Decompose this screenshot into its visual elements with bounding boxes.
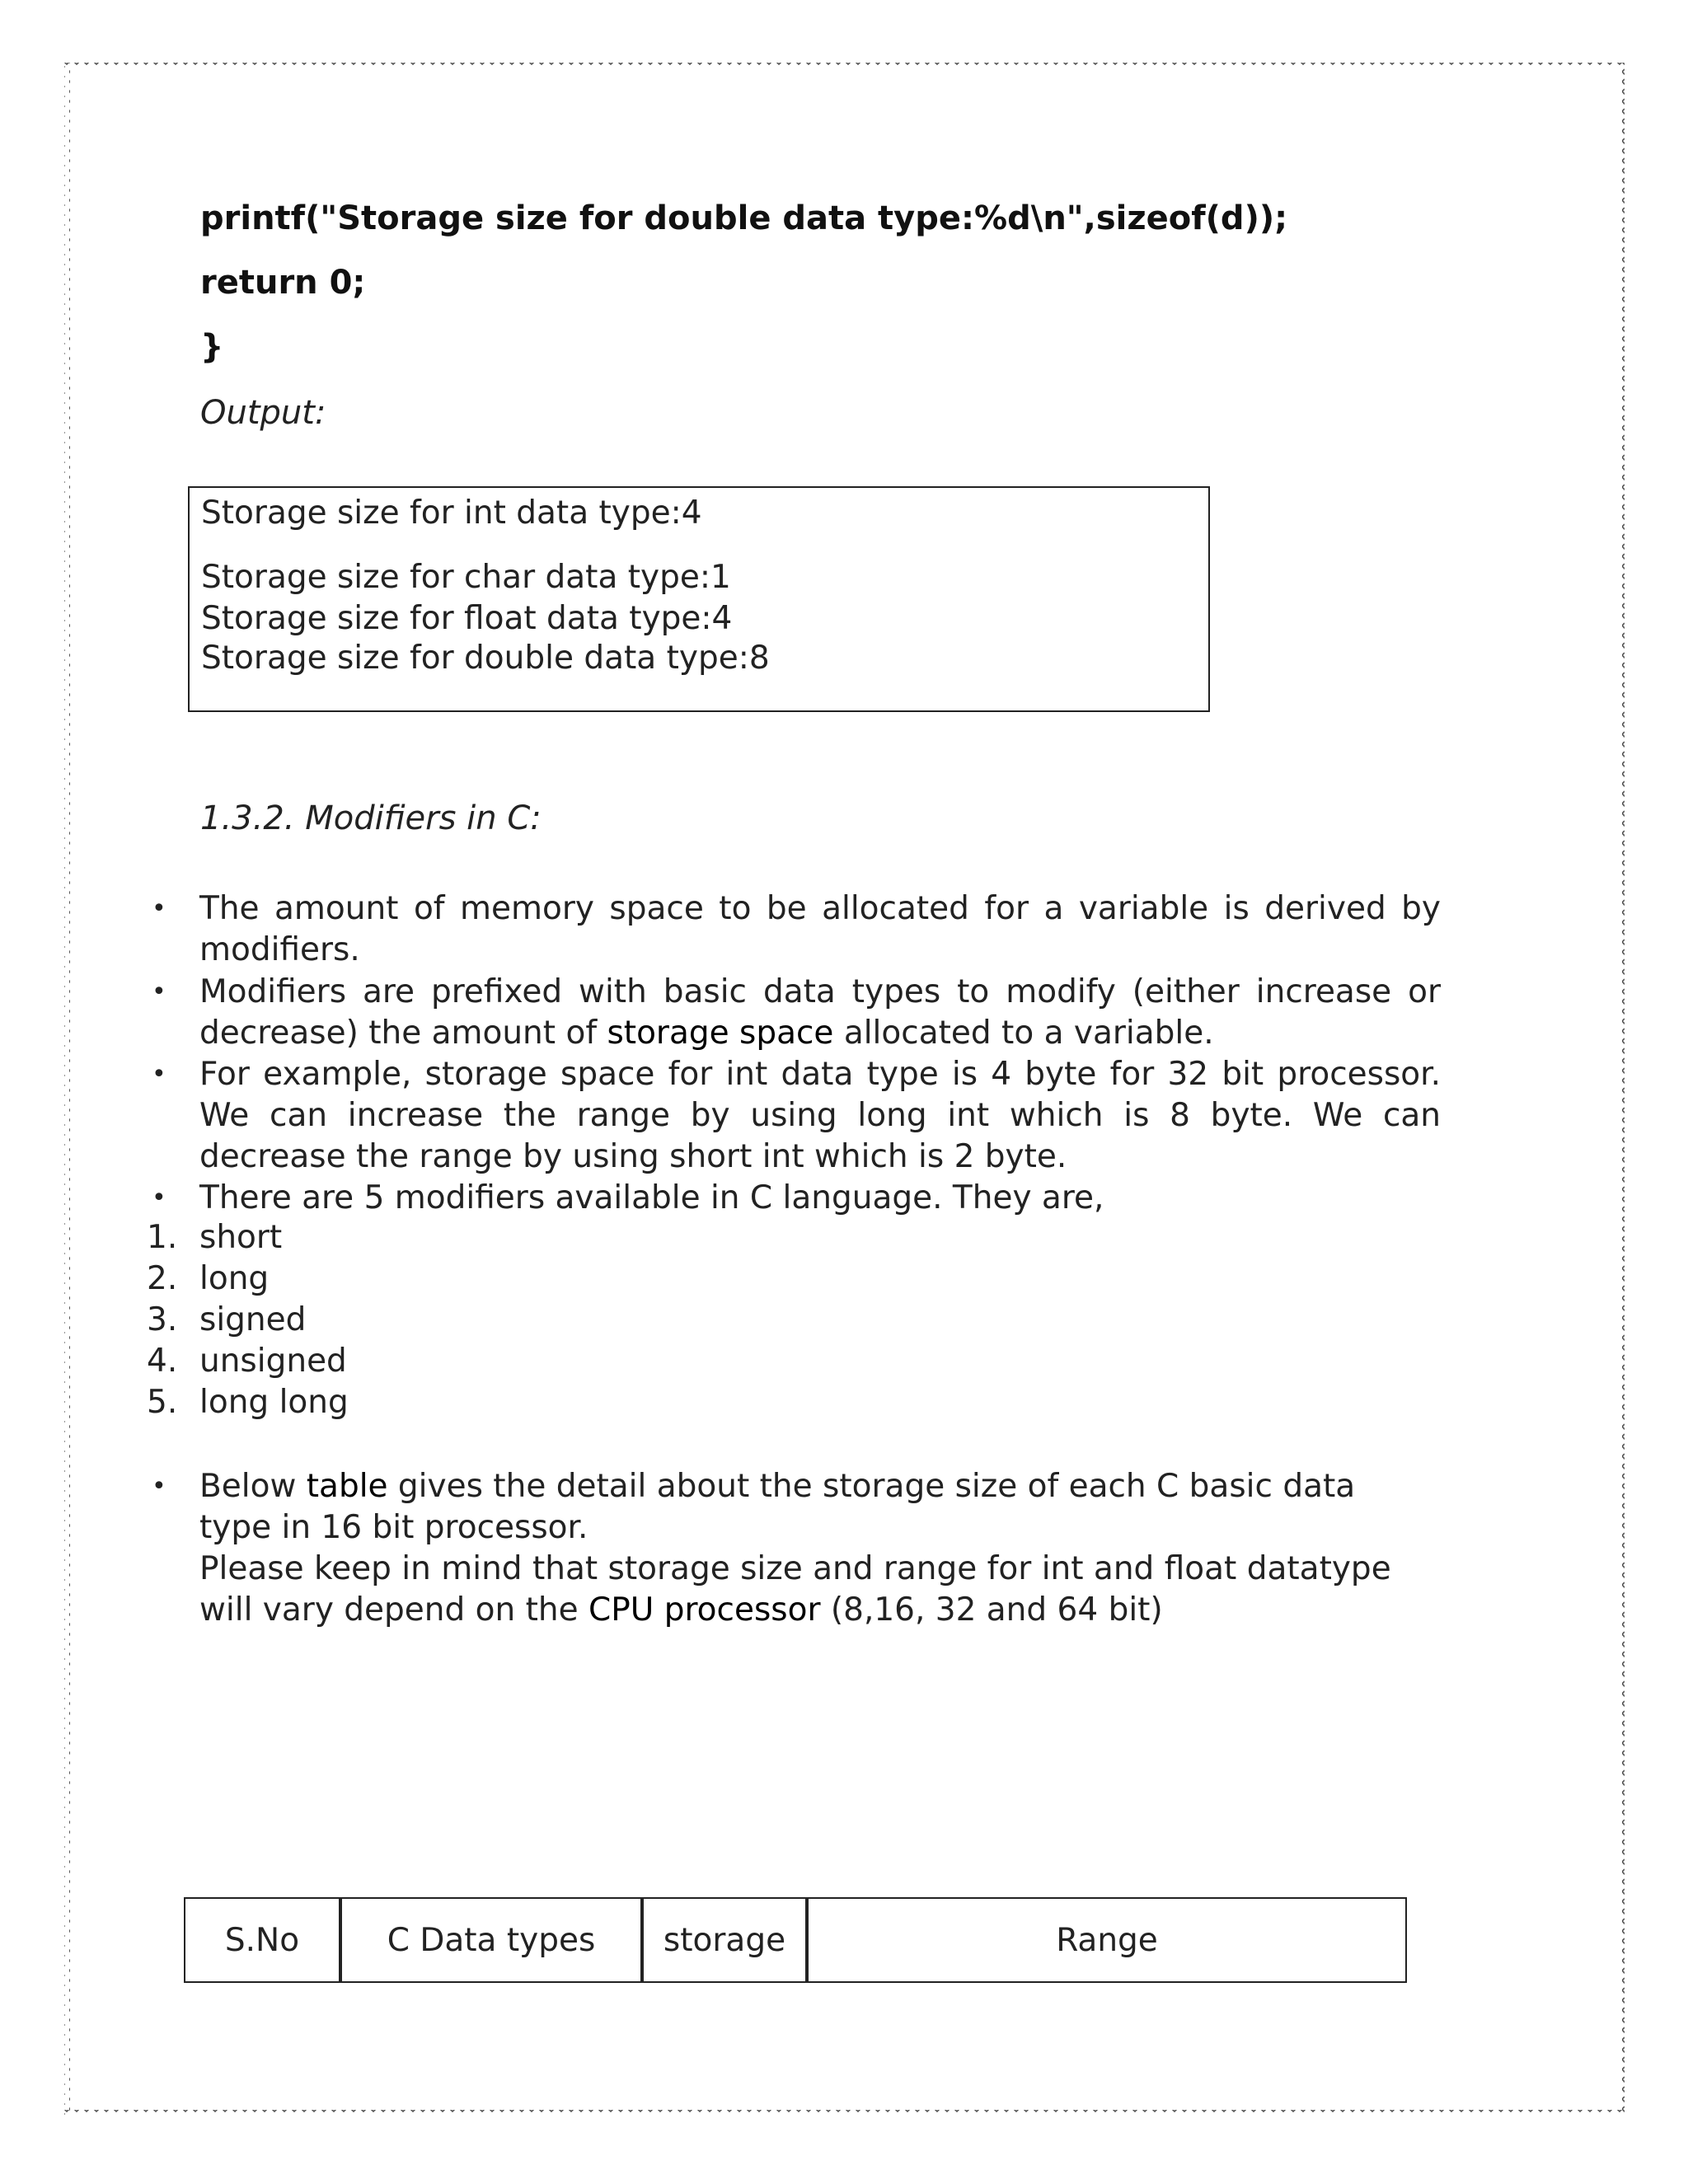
table-note-line-1 — [199, 1466, 1395, 1549]
bullet-text-3: For example, storage space for int data type is 4 byte for 32 bit processor. We can increase the range by using long int which is 8 byte. We can decrease the range by using short int which is 2 byte. — [199, 1056, 1441, 1175]
modifier-number: 5. — [147, 1384, 178, 1421]
storage-space-link[interactable]: storage space — [607, 1015, 834, 1052]
table-header-range — [807, 1897, 1407, 1983]
table-header-sno — [184, 1897, 340, 1983]
output-line-double: Storage size for double data type:8 — [201, 640, 770, 677]
table-header-label: S.No — [224, 1921, 300, 1959]
modifier-item-unsigned: unsigned — [199, 1343, 347, 1380]
table-header-label: Range — [1056, 1921, 1158, 1959]
modifier-number: 1. — [147, 1219, 178, 1256]
section-heading: 1.3.2. Modifiers in C: — [200, 799, 542, 837]
output-line-char: Storage size for char data type:1 — [201, 559, 731, 596]
table-header-label: storage — [663, 1921, 786, 1959]
bullet-marker: • — [152, 1060, 166, 1089]
table-link[interactable]: table — [306, 1468, 388, 1505]
modifier-item-short: short — [199, 1219, 283, 1256]
code-printf-line: printf("Storage size for double data type:%d\n",sizeof(d)); — [200, 199, 1288, 237]
table-note-post: gives the detail about the storage size of each C basic data type in 16 bit processor. — [199, 1468, 1356, 1546]
modifier-number: 2. — [147, 1260, 178, 1297]
modifier-number: 3. — [147, 1301, 178, 1338]
modifier-item-signed: signed — [199, 1301, 307, 1338]
table-note — [199, 1466, 1395, 1631]
output-line-int: Storage size for int data type:4 — [201, 494, 702, 532]
modifier-number: 4. — [147, 1343, 178, 1380]
code-close-brace: } — [200, 328, 224, 366]
modifier-item-long: long — [199, 1260, 270, 1297]
table-header-c-data-types — [340, 1897, 642, 1983]
table-note-pre: Below — [199, 1468, 307, 1505]
table-header-label: C Data types — [387, 1921, 596, 1959]
modifier-item-long-long: long long — [199, 1384, 349, 1421]
bullet-text-2 — [199, 972, 1441, 1054]
bullet-marker: • — [152, 1472, 166, 1501]
output-label: Output: — [200, 394, 326, 432]
bullet-2-post: allocated to a variable. — [833, 1015, 1214, 1052]
table-header-storage — [642, 1897, 807, 1983]
bullet-marker: • — [152, 894, 166, 923]
bullet-text-1: The amount of memory space to be allocated for a variable is derived by modifiers. — [199, 890, 1441, 968]
table-note-line2-pre: Please keep in mind that storage size and range for int and float datatype will vary depend on the — [199, 1550, 1391, 1629]
bullet-marker: • — [152, 1183, 166, 1212]
code-return-line: return 0; — [200, 264, 366, 302]
cpu-processor-link[interactable]: CPU processor — [588, 1591, 821, 1629]
bullet-2-pre: Modifiers are prefixed with basic data types to modify (either increase or decrease) the amount of — [199, 973, 1441, 1052]
output-line-float: Storage size for float data type:4 — [201, 600, 733, 637]
bullet-text-4: There are 5 modifiers available in C language. They are, — [199, 1179, 1104, 1216]
table-note-line2-post: (8,16, 32 and 64 bit) — [820, 1591, 1163, 1629]
table-note-line-2 — [199, 1549, 1395, 1631]
bullet-marker: • — [152, 977, 166, 1006]
output-box — [188, 486, 1210, 712]
